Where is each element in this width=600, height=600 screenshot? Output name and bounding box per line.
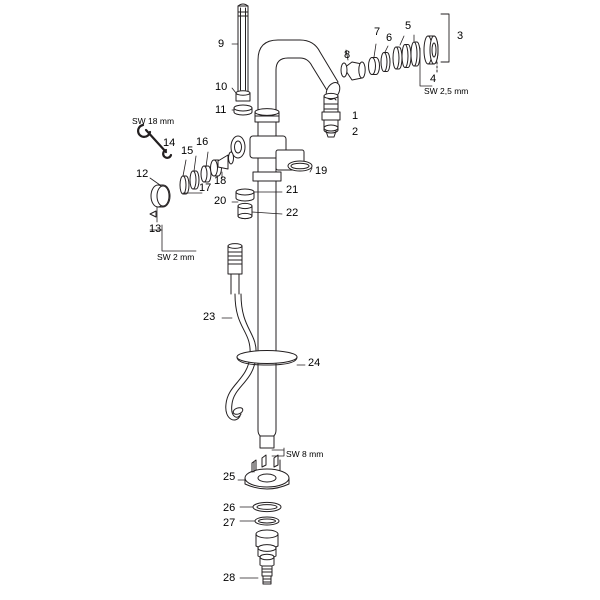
part-24-escutcheon	[237, 351, 297, 366]
part-11-ring	[234, 105, 252, 115]
part-number-9: 9	[218, 38, 225, 50]
tool-callout-sw-18mm: SW 18 mm	[132, 116, 175, 126]
tool-callout-sw-2mm: SW 2 mm	[157, 252, 195, 262]
part-number-1: 1	[352, 110, 359, 122]
part-number-6: 6	[386, 32, 393, 44]
part-number-26: 26	[223, 502, 236, 514]
part-number-18: 18	[214, 175, 227, 187]
tool-callout-sw-2-5mm: SW 2,5 mm	[424, 86, 469, 96]
part-number-2: 2	[352, 126, 359, 138]
part-number-27: 27	[223, 517, 236, 529]
part-number-17: 17	[199, 182, 212, 194]
part-number-16: 16	[196, 136, 209, 148]
part-number-8: 8	[344, 49, 351, 61]
part-number-12: 12	[136, 168, 149, 180]
part-number-21: 21	[286, 184, 299, 196]
part-number-25: 25	[223, 471, 236, 483]
part-number-3: 3	[457, 30, 464, 42]
part-23-handshower-hose	[226, 244, 256, 420]
part-9-rod	[238, 4, 248, 92]
tool-callout-sw-8mm: SW 8 mm	[286, 449, 324, 459]
part-number-10: 10	[215, 81, 228, 93]
part-number-28: 28	[223, 572, 236, 584]
part-number-22: 22	[286, 207, 299, 219]
part-number-19: 19	[315, 165, 328, 177]
part-number-14: 14	[163, 137, 176, 149]
part-number-5: 5	[405, 20, 412, 32]
part-20-21-22-sleeve	[236, 189, 254, 219]
part-19-oring	[288, 161, 312, 171]
part-number-4: 4	[430, 73, 437, 85]
part-number-15: 15	[181, 145, 194, 157]
part-stack-top-right	[341, 14, 449, 80]
part-number-13: 13	[149, 223, 162, 235]
part-number-24: 24	[308, 357, 321, 369]
part-number-7: 7	[374, 26, 381, 38]
part-10-collar	[236, 91, 250, 101]
part-number-11: 11	[215, 104, 227, 116]
part-number-23: 23	[203, 311, 216, 323]
part-number-20: 20	[214, 195, 227, 207]
